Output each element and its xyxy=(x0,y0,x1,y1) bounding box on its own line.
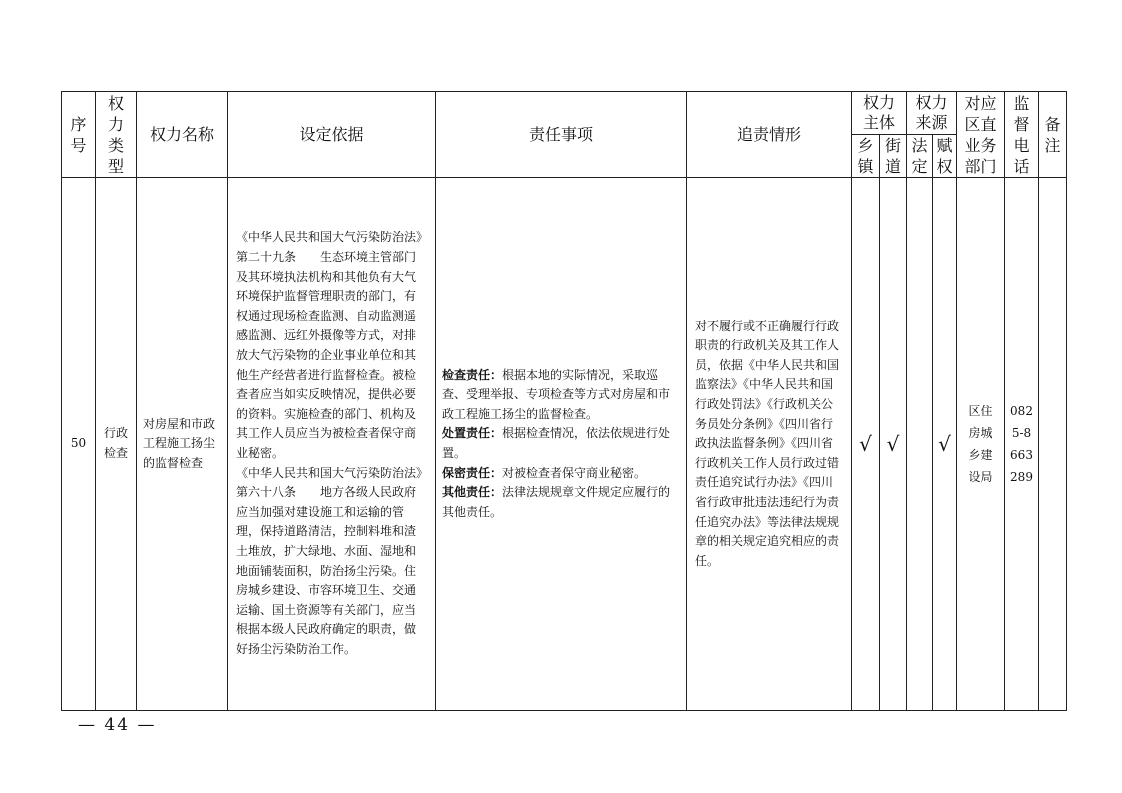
basis-article-29: 第二十九条 生态环境主管部门及其环境执法机构和其他负有大气环境保护监督管理职责的部门，有权通过现场检查监测、自动监测遥感监测、远红外摄像等方式，对排放大气污染物的企业事业单位和其他生产经营者进行监督检查。被检查者应当如实反映情况，提供必要的资料。实施检查的部门、机构及其工作人员应当为被检查者保守商业秘密。 xyxy=(236,250,417,460)
header-subject-street-text: 街道 xyxy=(885,136,902,176)
row-subject-street-check: √ xyxy=(880,178,907,711)
header-phone-text: 监督电话 xyxy=(1013,93,1030,176)
row-subject-town-check: √ xyxy=(852,178,880,711)
duty-label: 其他责任： xyxy=(442,485,503,500)
duty-text: 根据检查情况，依法依规进行处置。 xyxy=(442,426,671,460)
row-phone-text: 0825-8663289 xyxy=(1010,404,1033,484)
basis-law-1: 《中华人民共和国大气污染防治法》 xyxy=(236,230,429,245)
header-row-1 xyxy=(62,92,1067,135)
header-dept-text: 对应区直业务部门 xyxy=(964,93,997,176)
basis-law-2: 《中华人民共和国大气污染防治法》 xyxy=(236,465,429,480)
duty-label: 处置责任： xyxy=(442,426,503,441)
basis-article-68: 第六十八条 地方各级人民政府应当加强对建设施工和运输的管理，保持道路清洁，控制料堆和渣土堆放，扩大绿地、水面、湿地和地面铺装面积，防治扬尘污染。住房城乡建设、市容环境卫生、交通运输、国土资源等有关部门，应当根据本级人民政府确定的职责，做好扬尘污染防治工作。 xyxy=(236,485,417,656)
table-row xyxy=(62,178,1067,711)
row-type-text: 行政检查 xyxy=(104,426,129,460)
row-dept-text: 区住房城乡建设局 xyxy=(968,404,993,484)
duty-label: 保密责任： xyxy=(442,465,503,480)
duty-text: 法律法规规章文件规定应履行的其他责任。 xyxy=(442,485,671,519)
header-duty: 责任事项 xyxy=(436,92,687,178)
header-seq xyxy=(62,92,96,178)
header-source-legal-text: 法定 xyxy=(911,136,928,176)
header-source-legal xyxy=(907,135,933,178)
header-remark-text: 备注 xyxy=(1044,114,1061,155)
duty-item xyxy=(442,424,680,463)
header-subject-town xyxy=(852,135,880,178)
duty-item xyxy=(442,366,680,425)
row-basis xyxy=(228,178,436,711)
header-source-group xyxy=(907,92,957,135)
row-source-legal-check xyxy=(907,178,933,711)
header-subject-group xyxy=(852,92,907,135)
row-source-grant-check: √ xyxy=(933,178,957,711)
header-subject-group-text: 权力主体 xyxy=(862,93,895,132)
duty-item xyxy=(442,464,680,484)
header-type-text: 权力类型 xyxy=(108,93,125,176)
page-number: — 44 — xyxy=(78,715,157,735)
row-duty xyxy=(436,178,687,711)
header-name: 权力名称 xyxy=(137,92,228,178)
header-basis: 设定依据 xyxy=(228,92,436,178)
header-dept xyxy=(957,92,1005,178)
row-phone xyxy=(1005,178,1039,711)
header-subject-town-text: 乡镇 xyxy=(857,136,874,176)
header-phone xyxy=(1005,92,1039,178)
header-subject-street xyxy=(880,135,907,178)
header-seq-text: 序号 xyxy=(70,114,87,155)
duty-text: 根据本地的实际情况，采取巡查、受理举报、专项检查等方式对房屋和市政工程施工扬尘的监督检查。 xyxy=(442,367,671,421)
header-source-group-text: 权力来源 xyxy=(915,93,948,132)
header-source-grant-text: 赋权 xyxy=(936,136,953,176)
row-type xyxy=(96,178,137,711)
duty-item xyxy=(442,483,680,522)
row-accountability: 对不履行或不正确履行行政职责的行政机关及其工作人员，依据《中华人民共和国监察法》《中华人民共和国行政处罚法》《行政机关公务员处分条例》《四川省行政执法监督条例》《四川省行政机关工作人员行政过错责任追究试行办法》《四川省行政审批违法违纪行为责任追究办法》等法律法规规章的相关规定追究相应的责任。 xyxy=(687,178,852,711)
duty-label: 检查责任： xyxy=(442,367,503,382)
row-name: 对房屋和市政工程施工扬尘的监督检查 xyxy=(137,178,228,711)
row-seq: 50 xyxy=(62,178,96,711)
header-remark xyxy=(1039,92,1067,178)
duty-text: 对被检查者保守商业秘密。 xyxy=(502,465,647,480)
header-accountability: 追责情形 xyxy=(687,92,852,178)
row-dept xyxy=(957,178,1005,711)
header-source-grant xyxy=(933,135,957,178)
row-remark xyxy=(1039,178,1067,711)
header-type xyxy=(96,92,137,178)
power-list-table xyxy=(61,91,1067,711)
